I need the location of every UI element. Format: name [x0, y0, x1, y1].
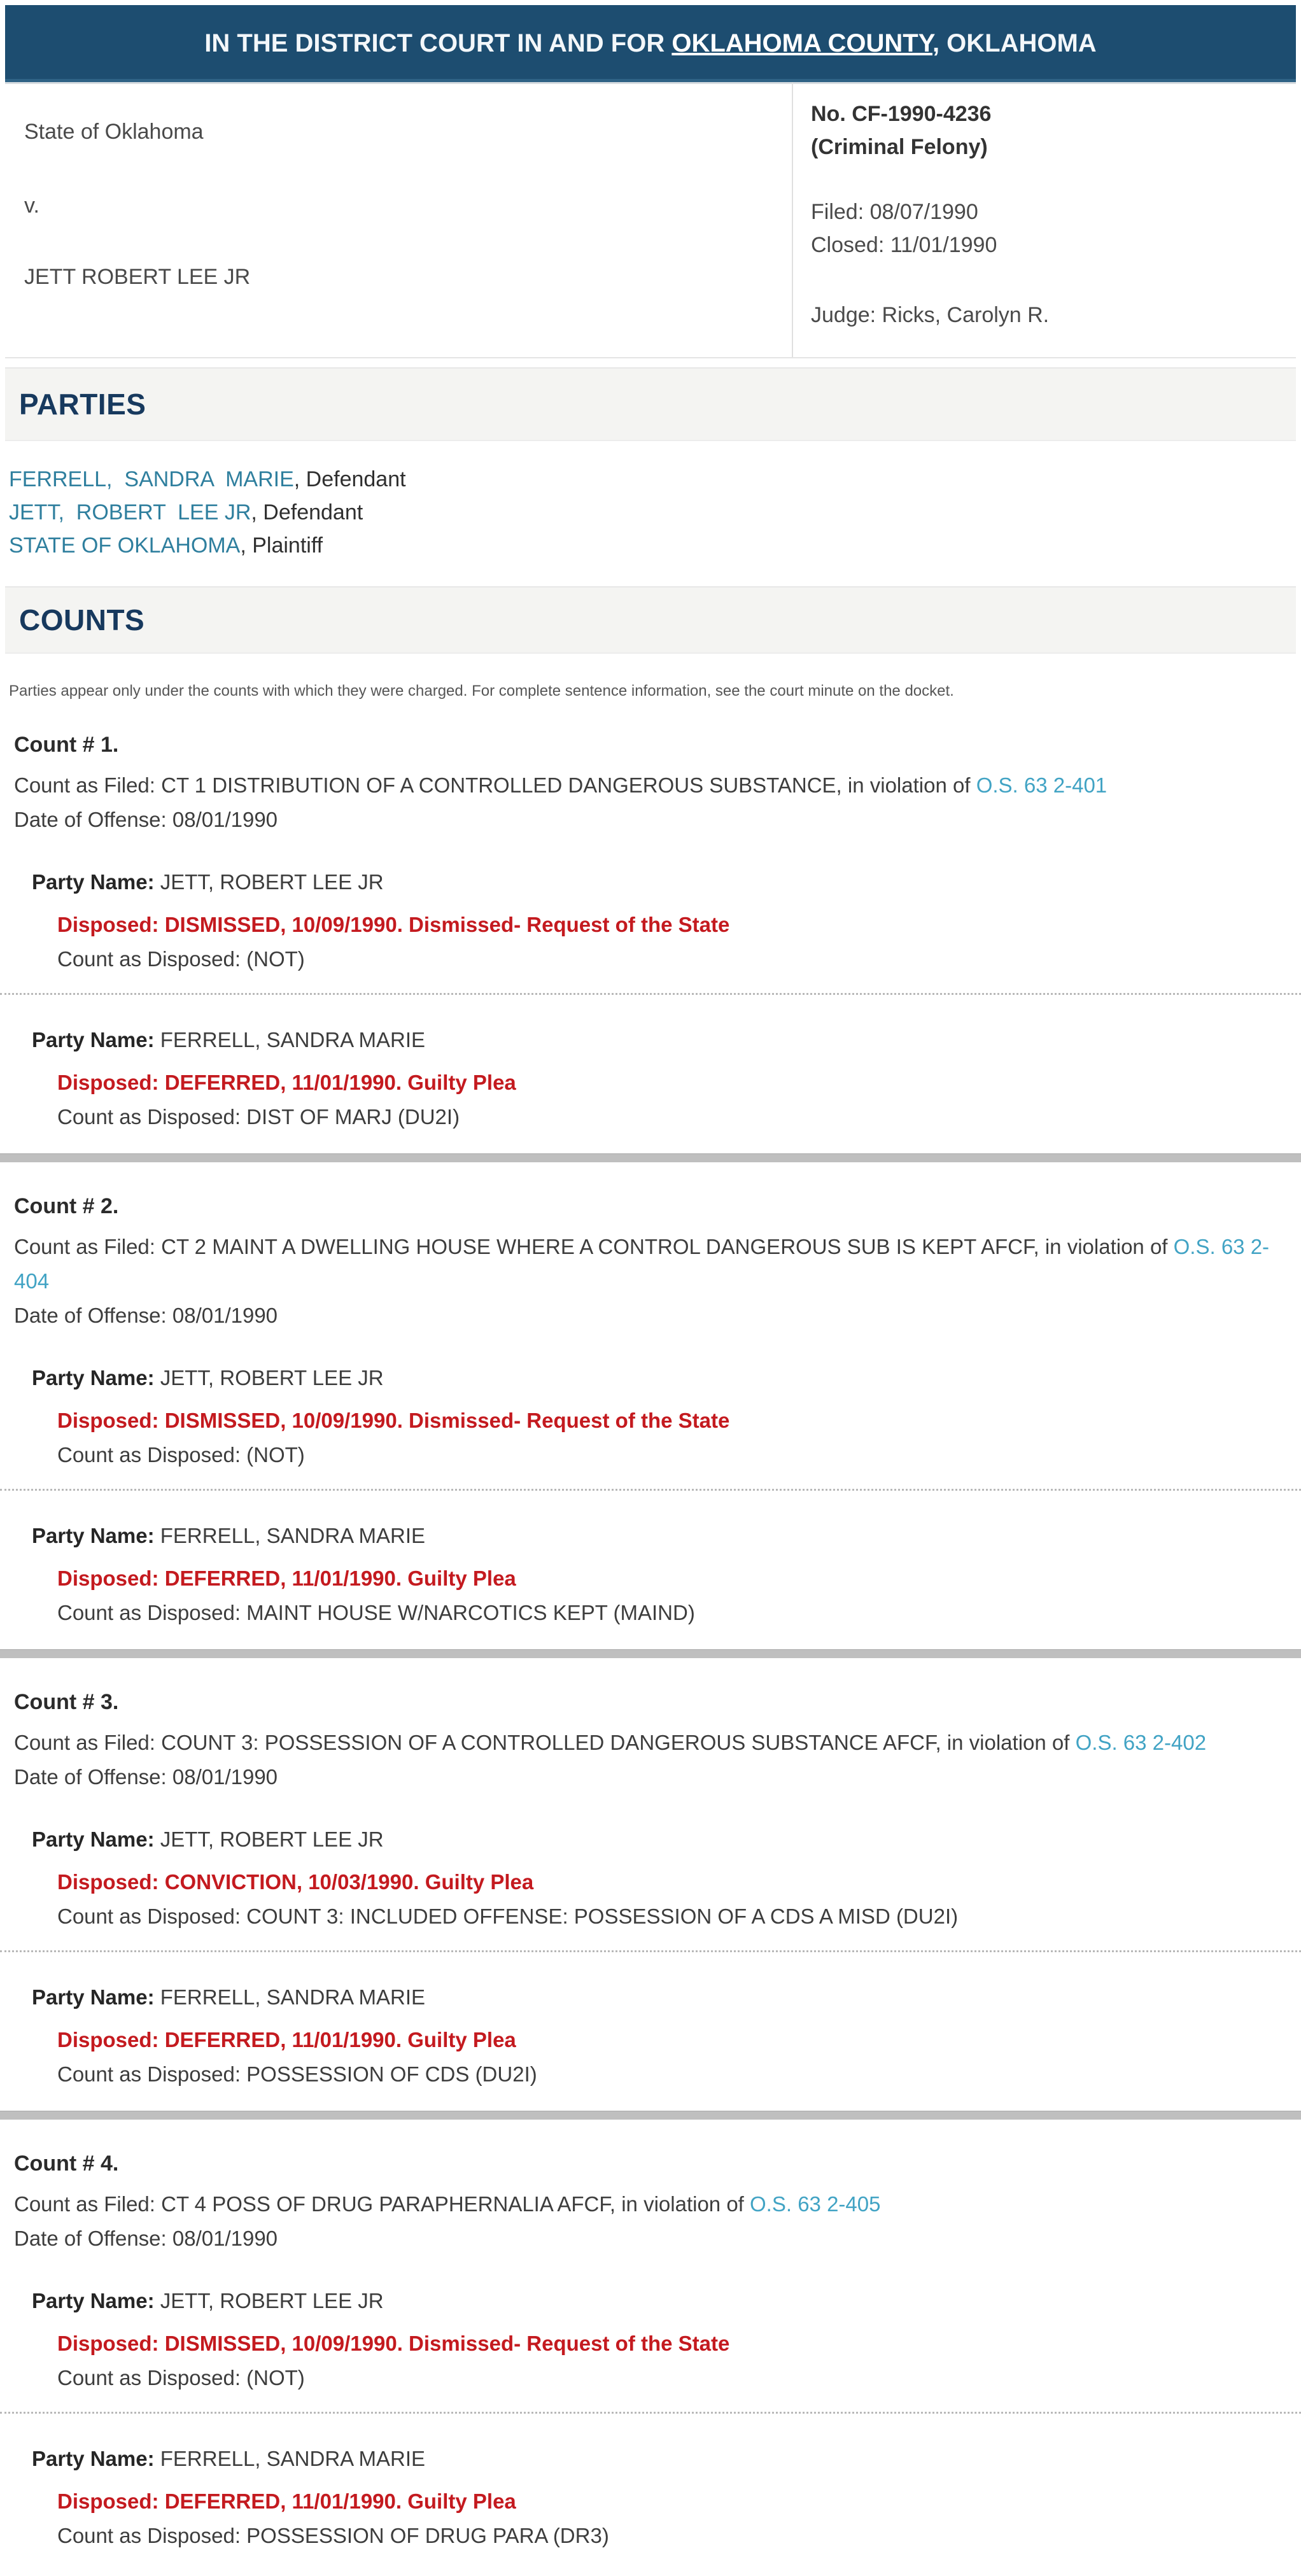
date-of-offense: Date of Offense: 08/01/1990: [14, 808, 278, 831]
case-number: No. CF-1990-4236: [811, 102, 992, 126]
count-as-disposed: Count as Disposed: (NOT): [57, 1443, 305, 1467]
count-divider: [0, 1153, 1301, 1162]
party-name-label: Party Name:: [32, 1366, 155, 1390]
party-role: , Plaintiff: [240, 533, 323, 558]
count-section-3: [5, 1685, 1296, 2092]
count-as-filed-text: Count as Filed: CT 2 MAINT A DWELLING HOUSE WHERE A CONTROL DANGEROUS SUB IS KEPT AFCF, in violation of: [14, 1235, 1174, 1258]
count-party-name: [32, 1361, 1287, 1395]
counts-section-bar: [5, 586, 1296, 654]
parties-list: [5, 441, 1296, 565]
court-banner: [5, 5, 1296, 82]
party-name-label: Party Name:: [32, 1985, 155, 2009]
count-party-block: [32, 2284, 1287, 2395]
party-list-item: [9, 496, 1296, 529]
count-party-block: [32, 865, 1287, 976]
party-link[interactable]: STATE OF OKLAHOMA: [9, 533, 241, 558]
date-of-offense: Date of Offense: 08/01/1990: [14, 1765, 278, 1789]
count-as-disposed: Count as Disposed: COUNT 3: INCLUDED OFFENSE: POSSESSION OF A CDS A MISD (DU2I): [57, 1904, 959, 1928]
party-name-value: JETT, ROBERT LEE JR: [154, 1827, 384, 1851]
count-party-name: [32, 1519, 1287, 1553]
party-link[interactable]: JETT, ROBERT LEE JR: [9, 500, 251, 524]
counts-heading: COUNTS: [19, 603, 145, 637]
date-closed: Closed: 11/01/1990: [811, 233, 997, 257]
caption-vs: v.: [24, 194, 39, 218]
party-name-label: Party Name:: [32, 2289, 155, 2312]
caption-info-column: [792, 82, 1296, 357]
count-as-disposed: Count as Disposed: (NOT): [57, 947, 305, 971]
disposed-status: Disposed: DEFERRED, 11/01/1990. Guilty Plea: [57, 1566, 516, 1590]
case-caption: [5, 82, 1296, 358]
count-party-name: [32, 1822, 1287, 1857]
party-divider: [0, 993, 1301, 995]
disposed-status: Disposed: DISMISSED, 10/09/1990. Dismissed- Request of the State: [57, 913, 730, 936]
statute-link[interactable]: O.S. 63 2-402: [1075, 1731, 1207, 1754]
case-type: (Criminal Felony): [811, 135, 988, 159]
party-name-value: JETT, ROBERT LEE JR: [154, 870, 384, 894]
caption-plaintiff: State of Oklahoma: [24, 120, 204, 144]
party-role: , Defendant: [293, 467, 406, 491]
county-link[interactable]: OKLAHOMA COUNTY: [672, 29, 932, 57]
party-name-value: JETT, ROBERT LEE JR: [154, 1366, 384, 1390]
count-party-block: [32, 1023, 1287, 1134]
party-name-label: Party Name:: [32, 1028, 155, 1052]
count-party-block: [32, 2442, 1287, 2553]
party-name-value: FERRELL, SANDRA MARIE: [154, 1028, 426, 1052]
disposed-status: Disposed: CONVICTION, 10/03/1990. Guilty Plea: [57, 1870, 534, 1894]
count-party-block: [32, 1822, 1287, 1934]
date-filed: Filed: 08/07/1990: [811, 200, 978, 224]
statute-link[interactable]: O.S. 63 2-401: [976, 773, 1108, 797]
count-as-filed-text: Count as Filed: CT 1 DISTRIBUTION OF A CONTROLLED DANGEROUS SUBSTANCE, in violation of: [14, 773, 976, 797]
count-section-1: [5, 728, 1296, 1134]
caption-style-column: [5, 82, 792, 357]
party-list-item: [9, 463, 1296, 496]
count-party-name: [32, 2442, 1287, 2476]
banner-title-suffix: , OKLAHOMA: [932, 29, 1097, 57]
date-of-offense: Date of Offense: 08/01/1990: [14, 1304, 278, 1327]
counts-disclaimer: Parties appear only under the counts with which they were charged. For complete sentence information, see the court minute on the docket.: [9, 682, 954, 700]
count-as-disposed: Count as Disposed: DIST OF MARJ (DU2I): [57, 1105, 460, 1129]
count-as-filed-text: Count as Filed: CT 4 POSS OF DRUG PARAPHERNALIA AFCF, in violation of: [14, 2192, 750, 2216]
parties-section-bar: [5, 367, 1296, 441]
date-of-offense: Date of Offense: 08/01/1990: [14, 2227, 278, 2250]
party-name-value: FERRELL, SANDRA MARIE: [154, 1985, 426, 2009]
statute-link[interactable]: O.S. 63 2-404: [14, 1235, 1270, 1293]
statute-link[interactable]: O.S. 63 2-405: [750, 2192, 881, 2216]
count-section-2: [5, 1189, 1296, 1630]
party-divider: [0, 1489, 1301, 1491]
party-name-label: Party Name:: [32, 870, 155, 894]
judge: Judge: Ricks, Carolyn R.: [811, 303, 1050, 327]
count-number: Count # 1.: [14, 733, 119, 757]
party-name-label: Party Name:: [32, 1524, 155, 1547]
count-party-name: [32, 2284, 1287, 2318]
count-party-block: [32, 1361, 1287, 1472]
count-party-name: [32, 1980, 1287, 2015]
count-number: Count # 3.: [14, 1690, 119, 1714]
count-party-name: [32, 865, 1287, 899]
disposed-status: Disposed: DISMISSED, 10/09/1990. Dismissed- Request of the State: [57, 2332, 730, 2355]
count-as-disposed: Count as Disposed: POSSESSION OF CDS (DU2I): [57, 2062, 537, 2086]
party-link[interactable]: FERRELL, SANDRA MARIE: [9, 467, 294, 491]
party-name-value: JETT, ROBERT LEE JR: [154, 2289, 384, 2312]
disposed-status: Disposed: DEFERRED, 11/01/1990. Guilty Plea: [57, 2489, 516, 2513]
party-divider: [0, 1950, 1301, 1952]
parties-heading: PARTIES: [19, 388, 146, 421]
party-name-value: FERRELL, SANDRA MARIE: [154, 1524, 426, 1547]
count-as-disposed: Count as Disposed: (NOT): [57, 2366, 305, 2389]
count-divider: [0, 1649, 1301, 1658]
party-name-label: Party Name:: [32, 2447, 155, 2470]
count-as-filed-text: Count as Filed: COUNT 3: POSSESSION OF A CONTROLLED DANGEROUS SUBSTANCE AFCF, in violation of: [14, 1731, 1076, 1754]
count-party-name: [32, 1023, 1287, 1057]
count-party-block: [32, 1519, 1287, 1630]
count-as-filed: [14, 1230, 1287, 1299]
count-divider: [0, 2111, 1301, 2120]
count-section-4: [5, 2146, 1296, 2553]
disposed-status: Disposed: DEFERRED, 11/01/1990. Guilty Plea: [57, 1071, 516, 1094]
count-as-filed: [14, 2187, 1287, 2221]
count-number: Count # 4.: [14, 2151, 119, 2176]
count-as-disposed: Count as Disposed: POSSESSION OF DRUG PARA (DR3): [57, 2524, 609, 2547]
party-role: , Defendant: [251, 500, 363, 524]
count-as-filed: [14, 1726, 1287, 1760]
count-as-filed: [14, 768, 1287, 803]
disposed-status: Disposed: DEFERRED, 11/01/1990. Guilty Plea: [57, 2028, 516, 2052]
party-name-label: Party Name:: [32, 1827, 155, 1851]
caption-defendant: JETT ROBERT LEE JR: [24, 265, 251, 289]
banner-title-prefix: IN THE DISTRICT COURT IN AND FOR: [204, 29, 672, 57]
party-divider: [0, 2412, 1301, 2414]
count-party-block: [32, 1980, 1287, 2092]
count-number: Count # 2.: [14, 1194, 119, 1218]
party-list-item: [9, 529, 1296, 562]
count-as-disposed: Count as Disposed: MAINT HOUSE W/NARCOTICS KEPT (MAIND): [57, 1601, 695, 1624]
disposed-status: Disposed: DISMISSED, 10/09/1990. Dismissed- Request of the State: [57, 1409, 730, 1432]
party-name-value: FERRELL, SANDRA MARIE: [154, 2447, 426, 2470]
